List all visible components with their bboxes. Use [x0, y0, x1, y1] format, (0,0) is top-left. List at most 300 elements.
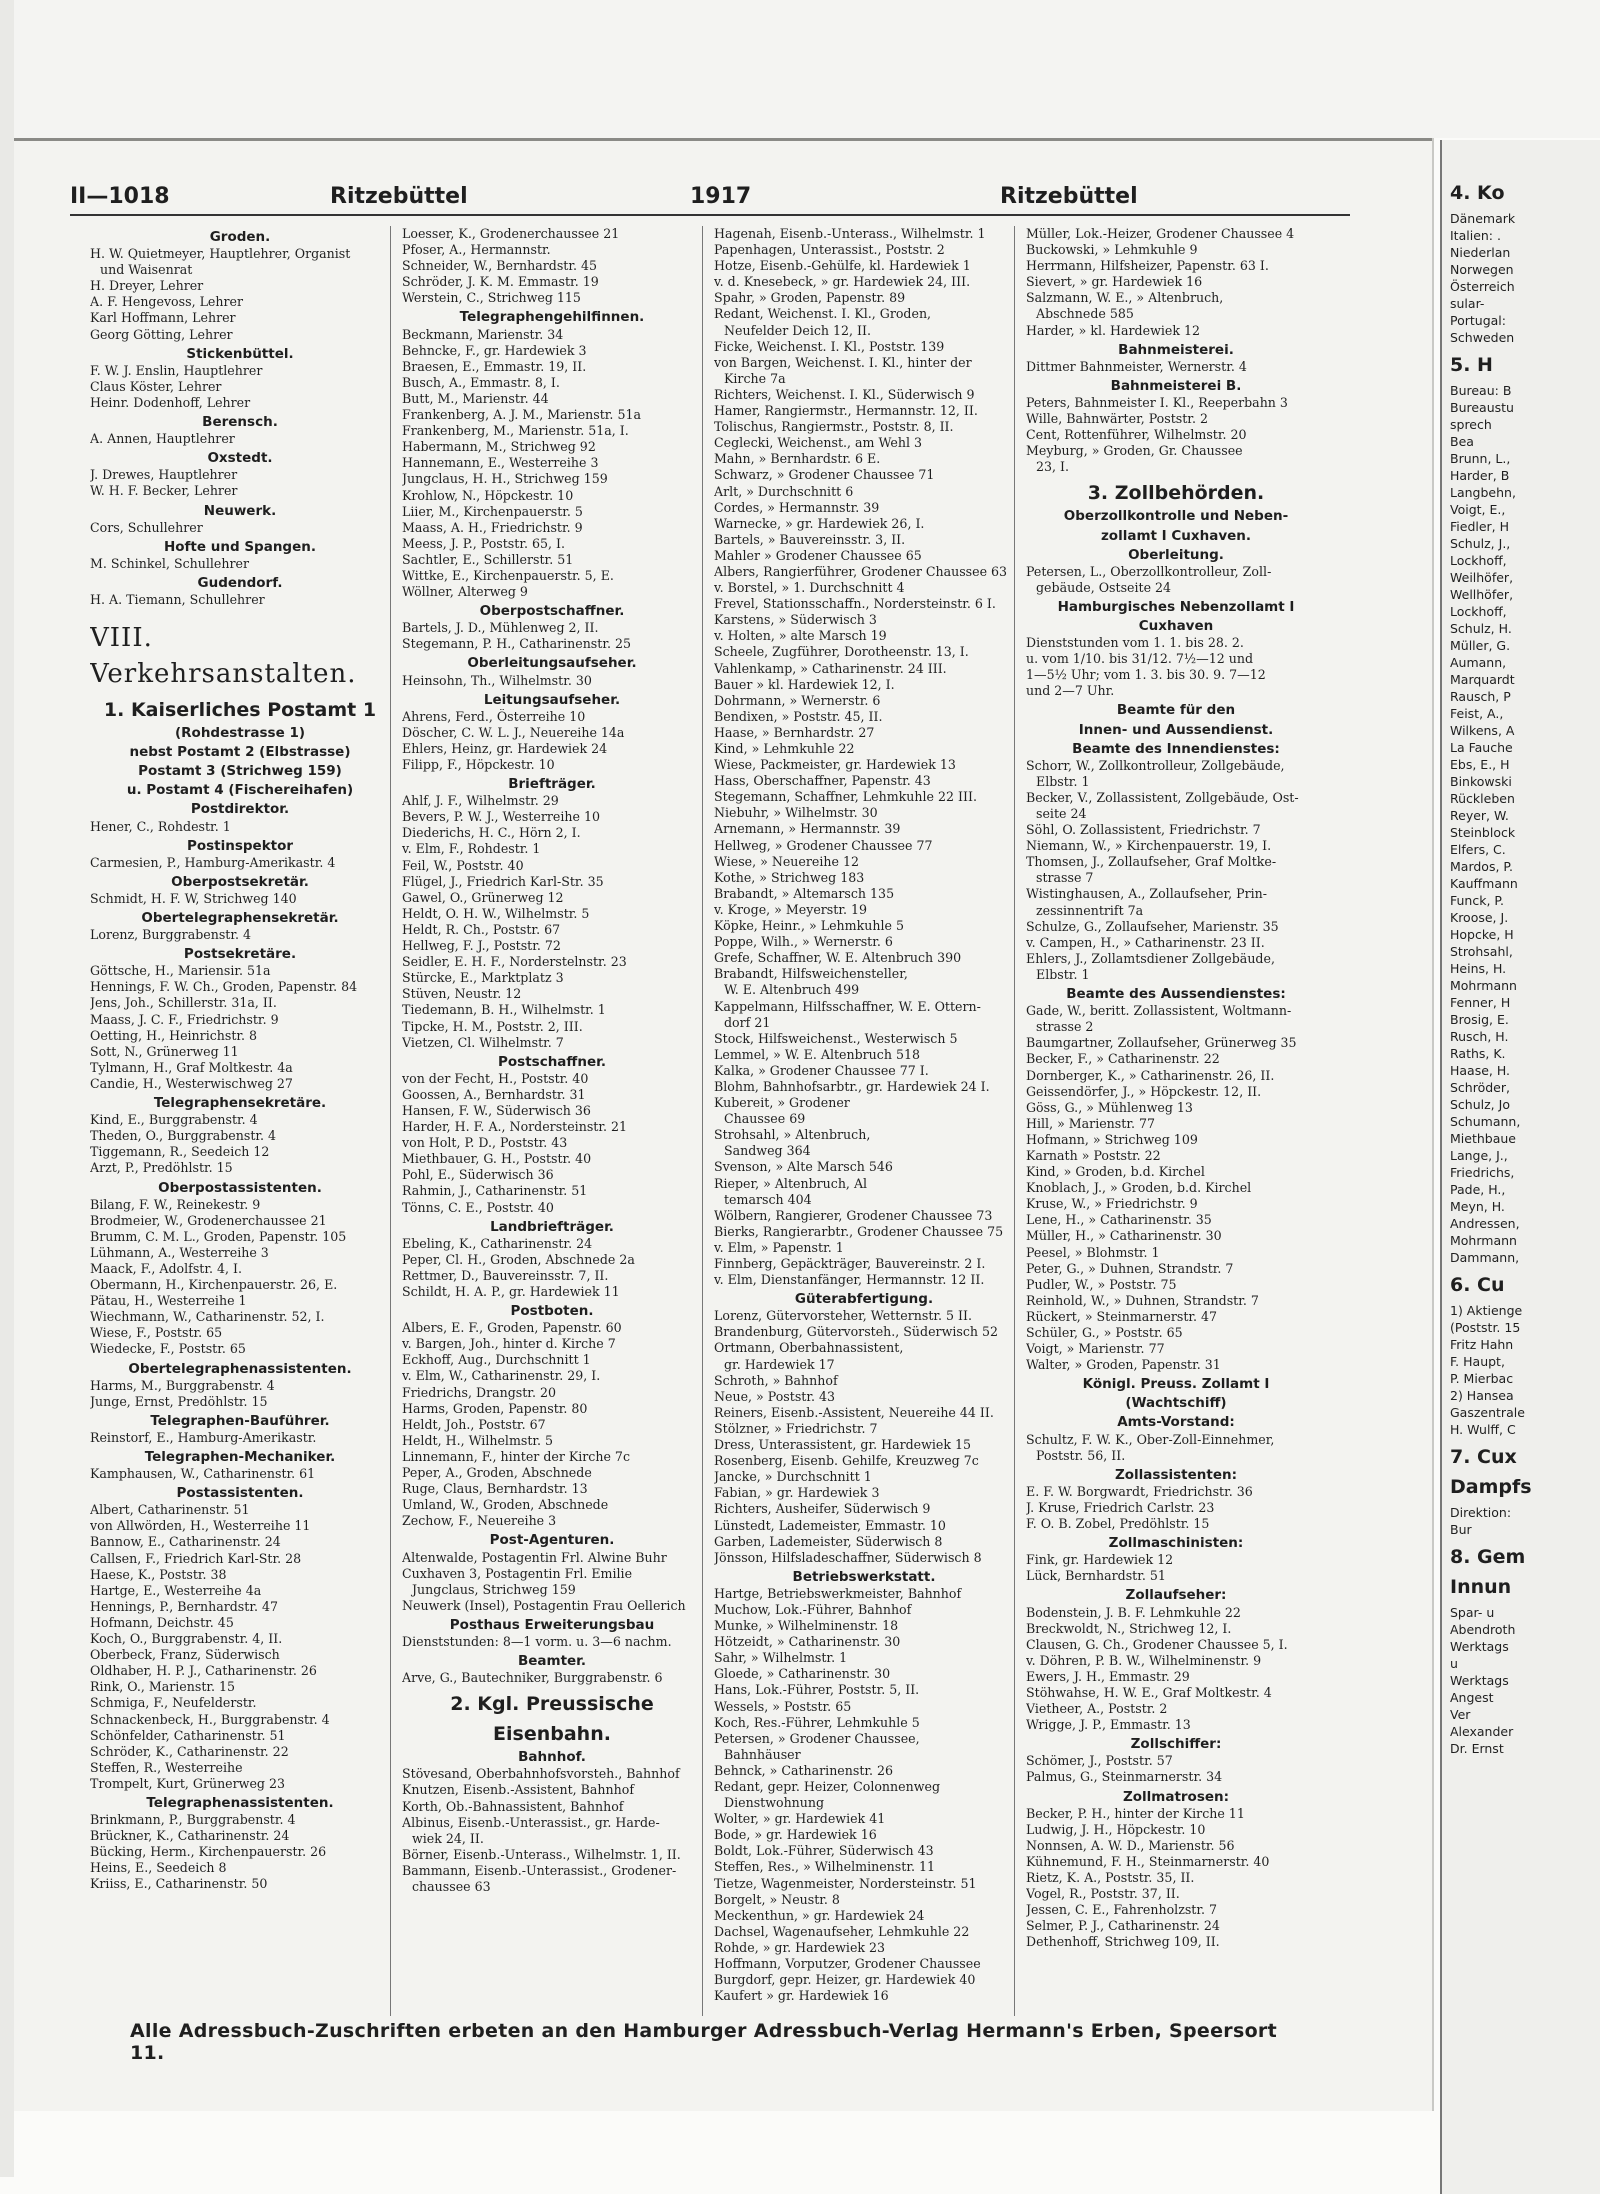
entry-line: Flügel, J., Friedrich Karl-Str. 35 [402, 873, 604, 889]
section-heading: zollamt I Cuxhaven. [1100, 527, 1252, 544]
entry-line: J. Kruse, Friedrich Carlstr. 23 [1026, 1499, 1215, 1515]
entry-line: Maass, A. H., Friedrichstr. 9 [402, 519, 583, 535]
entry-line: Vietzen, Cl. Wilhelmstr. 7 [402, 1034, 564, 1050]
entry-line: Maass, J. C. F., Friedrichstr. 9 [90, 1011, 279, 1027]
entry-line: von der Fecht, H., Poststr. 40 [402, 1070, 589, 1086]
entry-line: Göttsche, H., Mariensir. 51a [90, 963, 271, 979]
entry-continuation: Chaussee 69 [724, 1111, 806, 1127]
entry-line: Kubereit, » Grodener [714, 1095, 850, 1111]
entry-line: Burgdorf, gepr. Heizer, gr. Hardewiek 40 [714, 1972, 976, 1988]
entry-line: Wölbern, Rangierer, Grodener Chaussee 73 [714, 1207, 993, 1223]
entry-line: Becker, F., » Catharinenstr. 22 [1026, 1051, 1220, 1067]
column-2 [402, 226, 703, 2016]
entry-line: Gaszentrale [1450, 1405, 1525, 1420]
entry-line: Pudler, W., » Poststr. 75 [1026, 1276, 1177, 1292]
entry-line: Selmer, P. J., Catharinenstr. 24 [1026, 1918, 1220, 1934]
entry-line: Blohm, Bahnhofsarbtr., gr. Hardewiek 24 I. [714, 1078, 990, 1094]
entry-line: Lühmann, A., Westerreihe 3 [90, 1244, 269, 1260]
entry-line: Lockhoff, [1450, 604, 1507, 619]
section-heading: Posthaus Erweiterungsbau [449, 1616, 655, 1633]
entry-line: Harder, » kl. Hardewiek 12 [1026, 322, 1200, 338]
entry-line: Candie, H., Westerwischweg 27 [90, 1075, 293, 1091]
entry-line: Friedrichs, Drangstr. 20 [402, 1384, 556, 1400]
entry-line: Hass, Oberschaffner, Papenstr. 43 [714, 773, 931, 789]
entry-line: Munke, » Wilhelminenstr. 18 [714, 1618, 899, 1634]
entry-line: Schröder, J. K. M. Emmastr. 19 [402, 274, 599, 290]
entry-line: Beckmann, Marienstr. 34 [402, 326, 564, 342]
entry-continuation: W. E. Altenbruch 499 [724, 982, 860, 998]
entry-line: Tönns, C. E., Poststr. 40 [402, 1199, 554, 1215]
entry-line: Sachtler, E., Schillerstr. 51 [402, 551, 574, 567]
entry-line: Kaufert » gr. Hardewiek 16 [714, 1988, 889, 2004]
entry-line: Redant, Weichenst. I. Kl., Groden, [714, 306, 932, 322]
entry-line: F. O. B. Zobel, Predöhlstr. 15 [1026, 1516, 1210, 1532]
entry-line: Pfoser, A., Hermannstr. [402, 242, 551, 258]
entry-line: Hartge, E., Westerreihe 4a [90, 1582, 262, 1598]
section-heading: 7. Cux [1450, 1446, 1517, 1468]
section-heading: Amts-Vorstand: [1117, 1414, 1235, 1431]
entry-line: A. Annen, Hauptlehrer [90, 431, 235, 447]
entry-line: Wiedecke, F., Poststr. 65 [90, 1341, 246, 1357]
entry-line: Mahler » Grodener Chaussee 65 [714, 547, 922, 563]
section-heading: Oberleitung. [1128, 546, 1224, 563]
entry-line: Schildt, H. A. P., gr. Hardewiek 11 [402, 1284, 620, 1299]
entry-line: M. Schinkel, Schullehrer [90, 555, 249, 571]
entry-line: Angest [1450, 1690, 1494, 1705]
entry-line: Lück, Bernhardstr. 51 [1026, 1568, 1166, 1584]
entry-line: Finnberg, Gepäckträger, Bauvereinstr. 2 I. [714, 1256, 986, 1271]
section-heading: Oberleitungsaufseher. [467, 655, 637, 672]
entry-line: Tietze, Wagenmeister, Nordersteinstr. 51 [714, 1875, 977, 1891]
entry-line: v. Bargen, Joh., hinter d. Kirche 7 [402, 1336, 616, 1352]
entry-line: Junge, Ernst, Predöhlstr. 15 [90, 1393, 268, 1409]
entry-line: Lorenz, Burggrabenstr. 4 [90, 927, 252, 943]
section-heading: Postdirektor. [190, 801, 290, 818]
entry-line: Müller, H., » Catharinenstr. 30 [1026, 1228, 1222, 1244]
section-heading: Oberpostschaffner. [479, 603, 625, 620]
entry-line: Georg Götting, Lehrer [90, 326, 233, 342]
entry-line: Niebuhr, » Wilhelmstr. 30 [714, 805, 878, 821]
entry-line: Filipp, F., Höpckestr. 10 [402, 757, 555, 772]
entry-continuation: strasse 7 [1036, 870, 1094, 886]
entry-line: Heins, H. [1450, 961, 1507, 976]
entry-line: Ehlers, J., Zollamtsdiener Zollgebäude, [1026, 950, 1275, 966]
entry-line: Callsen, F., Friedrich Karl-Str. 28 [90, 1550, 302, 1566]
section-heading: 5. H [1450, 354, 1493, 376]
entry-line: Brumm, C. M. L., Groden, Papenstr. 105 [90, 1228, 347, 1244]
entry-line: Bureaustu [1450, 400, 1514, 415]
entry-line: Frevel, Stationsschaffn., Nordersteinstr. 6 I. [714, 596, 996, 612]
entry-line: Ruge, Claus, Bernhardstr. 13 [402, 1481, 588, 1497]
entry-line: Feist, A., [1450, 706, 1504, 721]
column-1 [90, 226, 391, 2016]
entry-line: Ahlf, J. F., Wilhelmstr. 29 [402, 793, 559, 809]
entry-line: Heinr. Dodenhoff, Lehrer [90, 394, 251, 410]
section-heading: Betriebswerkstatt. [792, 1568, 936, 1585]
section-heading: Landbriefträger. [490, 1218, 614, 1235]
entry-line: Ceglecki, Weichenst., am Wehl 3 [714, 435, 922, 451]
entry-line: Söhl, O. Zollassistent, Friedrichstr. 7 [1026, 822, 1261, 838]
column-4 [1026, 226, 1326, 2016]
entry-line: Petersen, L., Oberzollkontrolleur, Zoll- [1026, 563, 1272, 579]
entry-line: Warnecke, » gr. Hardewiek 26, I. [714, 515, 925, 531]
entry-line: Ludwig, J. H., Höpckestr. 10 [1026, 1821, 1206, 1837]
entry-line: Svenson, » Alte Marsch 546 [714, 1159, 893, 1175]
entry-line: Lockhoff, [1450, 553, 1507, 568]
entry-line: Langbehn, [1450, 485, 1516, 500]
entry-line: Wiese, » Neuereihe 12 [714, 853, 859, 869]
entry-line: Hill, » Marienstr. 77 [1026, 1115, 1155, 1131]
entry-line: v. Elm, » Papenstr. 1 [714, 1239, 844, 1255]
entry-line: Bammann, Eisenb.-Unterassist., Grodener- [402, 1862, 677, 1878]
entry-line: Ver [1450, 1707, 1471, 1722]
entry-line: Schulz, H. [1450, 621, 1512, 636]
entry-line: Richters, Ausheifer, Süderwisch 9 [714, 1501, 931, 1517]
section-heading: Königl. Preuss. Zollamt I [1082, 1376, 1270, 1393]
place-name-left: Ritzebüttel [330, 184, 468, 209]
entry-line: Wilkens, A [1450, 723, 1515, 738]
entry-line: Lange, J., [1450, 1148, 1508, 1163]
entry-line: von Allwörden, H., Westerreihe 11 [90, 1518, 311, 1534]
entry-line: Rieper, » Altenbruch, Al [714, 1175, 868, 1191]
entry-line: Andressen, [1450, 1216, 1520, 1231]
entry-line: Diederichs, H. C., Hörn 2, I. [402, 825, 581, 841]
entry-line: Weilhöfer, [1450, 570, 1514, 585]
entry-line: Gawel, O., Grünerweg 12 [402, 889, 564, 905]
entry-line: Abendroth [1450, 1622, 1516, 1637]
entry-line: J. Drewes, Hauptlehrer [90, 467, 238, 483]
entry-line: Rausch, P [1450, 689, 1511, 704]
entry-line: Mardos, P. [1450, 859, 1513, 874]
entry-line: Korth, Ob.-Bahnassistent, Bahnhof [402, 1798, 624, 1814]
entry-line: H. W. Quietmeyer, Hauptlehrer, Organist [90, 246, 351, 262]
entry-line: Spahr, » Groden, Papenstr. 89 [714, 290, 906, 306]
section-heading: u. Postamt 4 (Fischereihafen) [126, 782, 354, 799]
entry-line: Schüler, G., » Poststr. 65 [1026, 1325, 1183, 1340]
entry-continuation: Dienstwohnung [724, 1795, 825, 1811]
entry-line: Frankenberg, A. J. M., Marienstr. 51a [402, 407, 641, 423]
entry-continuation: Jungclaus, Strichweg 159 [412, 1581, 576, 1597]
entry-line: Bücking, Herm., Kirchenpauerstr. 26 [90, 1844, 327, 1860]
entry-line: Peters, Bahnmeister I. Kl., Reeperbahn 3 [1026, 394, 1288, 410]
entry-line: Schmidt, H. F. W, Strichweg 140 [90, 890, 297, 906]
section-heading: Oberpostassistenten. [158, 1179, 322, 1196]
entry-line: Maack, F., Adolfstr. 4, I. [90, 1260, 242, 1276]
entry-line: Cuxhaven 3, Postagentin Frl. Emilie [402, 1565, 633, 1581]
entry-line: Scheele, Zugführer, Dorotheenstr. 13, I. [714, 644, 969, 660]
entry-line: Bannow, E., Catharinenstr. 24 [90, 1534, 281, 1550]
entry-line: Jessen, C. E., Fahrenholzstr. 7 [1026, 1902, 1218, 1918]
entry-line: Albers, E. F., Groden, Papenstr. 60 [402, 1320, 622, 1336]
entry-line: und 2—7 Uhr. [1026, 683, 1115, 699]
section-heading: Neuwerk. [203, 502, 277, 519]
entry-line: Dienststunden: 8—1 vorm. u. 3—6 nachm. [402, 1633, 672, 1649]
entry-line: Clausen, G. Ch., Grodener Chaussee 5, I. [1026, 1636, 1288, 1652]
entry-line: Brosig, E. [1450, 1012, 1509, 1027]
section-heading: Postamt 3 (Strichweg 159) [138, 763, 342, 780]
section-heading: Cuxhaven [1138, 617, 1214, 634]
entry-line: W. H. F. Becker, Lehrer [90, 483, 238, 499]
entry-line: Garben, Lademeister, Süderwisch 8 [714, 1533, 943, 1549]
entry-continuation: Abschnede 585 [1036, 306, 1134, 322]
entry-line: Börner, Eisenb.-Unterass., Wilhelmstr. 1, II. [402, 1846, 681, 1862]
entry-line: Herrmann, Hilfsheizer, Papenstr. 63 I. [1026, 258, 1269, 274]
entry-line: Wiechmann, W., Catharinenstr. 52, I. [90, 1309, 325, 1325]
entry-line: Steffen, Res., » Wilhelminenstr. 11 [714, 1859, 935, 1875]
entry-line: Kothe, » Strichweg 183 [714, 869, 865, 885]
entry-continuation: seite 24 [1036, 806, 1087, 821]
entry-line: Trompelt, Kurt, Grünerweg 23 [90, 1775, 285, 1791]
chapter-heading: 1. Kaiserliches Postamt 1 [103, 699, 377, 722]
entry-line: Hannemann, E., Westerreihe 3 [402, 455, 599, 471]
entry-line: Werktags [1450, 1639, 1509, 1654]
entry-line: sprech [1450, 417, 1492, 432]
entry-line: Schnackenbeck, H., Burggrabenstr. 4 [90, 1711, 330, 1727]
entry-line: Portugal: [1450, 313, 1506, 328]
entry-line: Heldt, Joh., Poststr. 67 [402, 1416, 546, 1432]
entry-line: Braesen, E., Emmastr. 19, II. [402, 358, 587, 374]
entry-line: Hellweg, » Grodener Chaussee 77 [714, 837, 933, 853]
entry-line: Spar- u [1450, 1605, 1495, 1620]
entry-line: Peesel, » Blohmstr. 1 [1026, 1244, 1160, 1260]
entry-line: Kroose, J. [1450, 910, 1509, 925]
entry-line: Reiners, Eisenb.-Assistent, Neuereihe 44 II. [714, 1404, 994, 1420]
section-heading: (Wachtschiff) [1125, 1395, 1227, 1412]
entry-line: Hartge, Betriebswerkmeister, Bahnhof [714, 1585, 962, 1601]
entry-line: Müller, Lok.-Heizer, Grodener Chaussee 4 [1026, 226, 1295, 241]
entry-line: Rohde, » gr. Hardewiek 23 [714, 1939, 886, 1955]
section-heading: Beamter. [517, 1653, 587, 1670]
entry-line: Pätau, H., Westerreihe 1 [90, 1293, 247, 1309]
entry-line: Tiedemann, B. H., Wilhelmstr. 1 [402, 1002, 606, 1018]
entry-line: Bartels, J. D., Mühlenweg 2, II. [402, 620, 599, 636]
place-name-right: Ritzebüttel [1000, 184, 1138, 209]
entry-line: Redant, gepr. Heizer, Colonnenweg [714, 1779, 941, 1794]
entry-line: Obermann, H., Kirchenpauerstr. 26, E. [90, 1277, 338, 1293]
entry-line: Schwarz, » Grodener Chaussee 71 [714, 467, 935, 483]
entry-line: Kind, » Lehmkuhle 22 [714, 741, 855, 756]
entry-line: Elfers, C. [1450, 842, 1506, 857]
section-heading: Zollmaschinisten: [1108, 1535, 1244, 1552]
entry-line: Meyburg, » Groden, Gr. Chaussee [1026, 443, 1243, 459]
entry-continuation: chaussee 63 [412, 1879, 491, 1894]
entry-line: Karl Hoffmann, Lehrer [90, 310, 236, 326]
entry-line: Thomsen, J., Zollaufseher, Graf Moltke- [1026, 854, 1277, 870]
entry-line: Albert, Catharinenstr. 51 [90, 1502, 250, 1518]
entry-line: Brunn, L., [1450, 451, 1511, 466]
entry-line: Schömer, J., Poststr. 57 [1026, 1753, 1173, 1769]
section-heading: (Rohdestrasse 1) [174, 725, 306, 742]
entry-line: Arve, G., Bautechniker, Burggrabenstr. 6 [402, 1670, 663, 1686]
section-heading: Telegraphensekretäre. [153, 1095, 327, 1112]
entry-line: Frankenberg, M., Marienstr. 51a, I. [402, 423, 629, 439]
entry-line: Ahrens, Ferd., Österreihe 10 [402, 708, 586, 724]
entry-line: Bevers, P. W. J., Westerreihe 10 [402, 809, 600, 825]
section-heading: Postsekretäre. [183, 946, 297, 963]
entry-line: Wiese, F., Poststr. 65 [90, 1325, 223, 1341]
entry-line: Muchow, Lok.-Führer, Bahnhof [714, 1601, 912, 1617]
entry-line: Bodenstein, J. B. F. Lehmkuhle 22 [1026, 1604, 1241, 1620]
entry-line: Wrigge, J. P., Emmastr. 13 [1026, 1717, 1191, 1733]
entry-line: v. Döhren, P. B. W., Wilhelminenstr. 9 [1026, 1652, 1262, 1668]
entry-line: Miethbaue [1450, 1131, 1516, 1146]
entry-line: Goossen, A., Bernhardstr. 31 [402, 1086, 586, 1102]
section-heading: Post-Agenturen. [489, 1532, 615, 1549]
entry-line: Koch, Res.-Führer, Lehmkuhle 5 [714, 1714, 920, 1730]
entry-line: Nonnsen, A. W. D., Marienstr. 56 [1026, 1837, 1235, 1853]
entry-line: Heldt, R. Ch., Poststr. 67 [402, 921, 561, 937]
entry-line: Dänemark [1450, 211, 1516, 226]
entry-line: Köpke, Heinr., » Lehmkuhle 5 [714, 918, 904, 934]
entry-line: Stöhwahse, H. W. E., Graf Moltkestr. 4 [1026, 1684, 1272, 1700]
entry-line: Kalka, » Grodener Chaussee 77 I. [714, 1062, 929, 1078]
entry-line: Jönsson, Hilfsladeschaffner, Süderwisch 8 [714, 1549, 982, 1565]
entry-line: Kind, » Groden, b.d. Kirchel [1026, 1164, 1205, 1180]
entry-line: Friedrichs, [1450, 1165, 1515, 1180]
entry-line: Italien: . [1450, 228, 1501, 243]
entry-line: Boldt, Lok.-Führer, Süderwisch 43 [714, 1843, 934, 1859]
entry-line: u [1450, 1656, 1458, 1671]
entry-line: Habermann, M., Strichweg 92 [402, 439, 596, 455]
entry-line: Claus Köster, Lehrer [90, 378, 222, 394]
section-heading: Dampfs [1450, 1476, 1532, 1498]
section-heading: Zollschiffer: [1130, 1736, 1222, 1753]
entry-line: Cordes, » Hermannstr. 39 [714, 499, 880, 515]
entry-line: Brabandt, Hilfsweichensteller, [714, 966, 908, 982]
entry-continuation: Sandweg 364 [724, 1143, 811, 1159]
chapter-heading: Eisenbahn. [493, 1723, 611, 1746]
entry-line: Bierks, Rangierarbtr., Grodener Chaussee 75 [714, 1223, 1004, 1239]
entry-line: Rückleben [1450, 791, 1515, 806]
entry-continuation: Neufelder Deich 12, II. [724, 322, 871, 338]
entry-line: Reinstorf, E., Hamburg-Amerikastr. [90, 1429, 317, 1445]
entry-line: Fenner, H [1450, 995, 1511, 1010]
entry-line: v. Kroge, » Meyerstr. 19 [714, 901, 867, 917]
entry-line: Niederlan [1450, 245, 1511, 260]
entry-line: Rietz, K. A., Poststr. 35, II. [1026, 1870, 1195, 1885]
column-3 [714, 226, 1015, 2016]
entry-line: v. Campen, H., » Catharinenstr. 23 II. [1026, 934, 1265, 950]
section-heading: 6. Cu [1450, 1274, 1505, 1296]
entry-line: Dethenhoff, Strichweg 109, II. [1026, 1934, 1220, 1950]
entry-line: Seidler, E. H. F., Norderstelnstr. 23 [402, 954, 627, 970]
entry-line: Hopcke, H [1450, 927, 1514, 942]
entry-continuation: strasse 2 [1036, 1019, 1094, 1035]
entry-line: Hellweg, F. J., Poststr. 72 [402, 938, 561, 954]
entry-line: Norwegen [1450, 262, 1514, 277]
entry-line: Hofmann, » Strichweg 109 [1026, 1131, 1198, 1147]
section-heading: Innen- und Aussendienst. [1078, 721, 1274, 738]
section-heading: Güterabfertigung. [794, 1291, 934, 1308]
entry-line: Kühnemund, F. H., Steinmarnerstr. 40 [1026, 1853, 1270, 1869]
section-heading: Postboten. [510, 1303, 594, 1320]
entry-line: Geissendörfer, J., » Höpckestr. 12, II. [1026, 1083, 1262, 1099]
entry-line: Strohsahl, » Altenbruch, [714, 1127, 871, 1143]
entry-line: Wistinghausen, A., Zollaufseher, Prin- [1026, 886, 1268, 902]
section-heading: Beamte des Aussendienstes: [1066, 986, 1286, 1003]
entry-line: Hans, Lok.-Führer, Poststr. 5, II. [714, 1682, 920, 1698]
entry-line: Fabian, » gr. Hardewiek 3 [714, 1485, 880, 1501]
entry-line: Stegemann, Schaffner, Lehmkuhle 22 III. [714, 789, 977, 805]
entry-line: Albinus, Eisenb.-Unterassist., gr. Harde- [402, 1814, 660, 1830]
entry-line: Neuwerk (Insel), Postagentin Frau Oellerich [402, 1597, 686, 1613]
entry-line: Dienststunden vom 1. 1. bis 28. 2. [1026, 635, 1244, 651]
entry-line: Gade, W., beritt. Zollassistent, Woltmann- [1026, 1003, 1292, 1019]
entry-line: Cors, Schullehrer [90, 519, 203, 535]
entry-line: Papenhagen, Unterassist., Poststr. 2 [714, 242, 945, 258]
entry-line: Poppe, Wilh., » Wernerstr. 6 [714, 934, 893, 950]
entry-line: Bureau: B [1450, 383, 1512, 398]
entry-line: Baumgartner, Zollaufseher, Grünerweg 35 [1026, 1035, 1297, 1051]
entry-line: Dress, Unterassistent, gr. Hardewiek 15 [714, 1437, 972, 1453]
entry-line: Bilang, F. W., Reinekestr. 9 [90, 1196, 261, 1212]
entry-continuation: Elbstr. 1 [1036, 966, 1090, 982]
section-heading: Oberzollkontrolle und Neben- [1063, 508, 1289, 525]
entry-line: Becker, V., Zollassistent, Zollgebäude, Ost- [1026, 789, 1299, 805]
entry-line: von Holt, P. D., Poststr. 43 [402, 1135, 568, 1151]
entry-line: Rahmin, J., Catharinenstr. 51 [402, 1183, 588, 1199]
entry-line: v. d. Knesebeck, » gr. Hardewiek 24, III. [714, 274, 971, 290]
entry-line: Hagenah, Eisenb.-Unterass., Wilhelmstr. 1 [714, 226, 986, 241]
entry-line: Alexander [1450, 1724, 1514, 1739]
entry-line: Meess, J. P., Poststr. 65, I. [402, 535, 565, 551]
section-heading: Zollassistenten: [1114, 1466, 1237, 1483]
entry-line: Haese, K., Poststr. 38 [90, 1566, 227, 1582]
entry-line: v. Elm, F., Rohdestr. 1 [402, 841, 541, 857]
entry-line: Voigt, E., [1450, 502, 1506, 517]
entry-line: Jancke, » Durchschnitt 1 [714, 1469, 872, 1485]
entry-line: Palmus, G., Steinmarnerstr. 34 [1026, 1769, 1223, 1785]
entry-line: Direktion: [1450, 1505, 1512, 1520]
entry-line: Kappelmann, Hilfsschaffner, W. E. Ottern- [714, 998, 981, 1014]
entry-line: Mahn, » Bernhardstr. 6 E. [714, 451, 881, 467]
entry-line: H. A. Tiemann, Schullehrer [90, 591, 265, 607]
entry-line: Ficke, Weichenst. I. Kl., Poststr. 139 [714, 338, 945, 354]
entry-line: Lünstedt, Lademeister, Emmastr. 10 [714, 1517, 946, 1533]
entry-line: Sahr, » Wilhelmstr. 1 [714, 1650, 848, 1666]
section-heading: Zollmatrosen: [1122, 1788, 1230, 1805]
entry-line: Brodmeier, W., Grodenerchaussee 21 [90, 1212, 327, 1228]
entry-line: Hotze, Eisenb.-Gehülfe, kl. Hardewiek 1 [714, 258, 971, 274]
section-heading: Postinspektor [186, 837, 294, 854]
entry-line: Brabandt, » Altemarsch 135 [714, 885, 895, 901]
entry-line: Ewers, J. H., Emmastr. 29 [1026, 1668, 1190, 1684]
section-heading: Briefträger. [508, 776, 596, 793]
entry-continuation: Kirche 7a [724, 370, 786, 386]
entry-line: Meyn, H. [1450, 1199, 1505, 1214]
entry-line: H. Dreyer, Lehrer [90, 278, 204, 294]
chapter-heading: 2. Kgl. Preussische [450, 1693, 654, 1716]
part-heading: VIII. Verkehrsanstalten. [90, 623, 357, 690]
entry-line: Dachsel, Wagenaufseher, Lehmkuhle 22 [714, 1923, 970, 1939]
section-heading: Stickenbüttel. [186, 345, 294, 362]
entry-line: Binkowski [1450, 774, 1512, 789]
entry-line: Schröder, K., Catharinenstr. 22 [90, 1743, 289, 1759]
entry-line: Peper, Cl. H., Groden, Abschnede 2a [402, 1251, 635, 1267]
entry-line: Bartels, » Bauvereinsstr. 3, II. [714, 531, 906, 547]
section-heading: nebst Postamt 2 (Elbstrasse) [129, 744, 351, 761]
entry-line: v. Holten, » alte Marsch 19 [714, 628, 887, 644]
entry-line: Behncke, F., gr. Hardewiek 3 [402, 342, 587, 358]
entry-line: Richters, Weichenst. I. Kl., Süderwisch 9 [714, 386, 975, 402]
entry-line: Wittke, E., Kirchenpauerstr. 5, E. [402, 567, 614, 583]
entry-line: Miethbauer, G. H., Poststr. 40 [402, 1151, 592, 1167]
entry-line: Rosenberg, Eisenb. Gehilfe, Kreuzweg 7c [714, 1453, 979, 1469]
entry-line: Karstens, » Süderwisch 3 [714, 612, 877, 628]
section-heading: Oxstedt. [207, 450, 273, 467]
entry-line: Oberbeck, Franz, Süderwisch [90, 1647, 280, 1663]
adjacent-page-fragment [1440, 140, 1600, 2194]
